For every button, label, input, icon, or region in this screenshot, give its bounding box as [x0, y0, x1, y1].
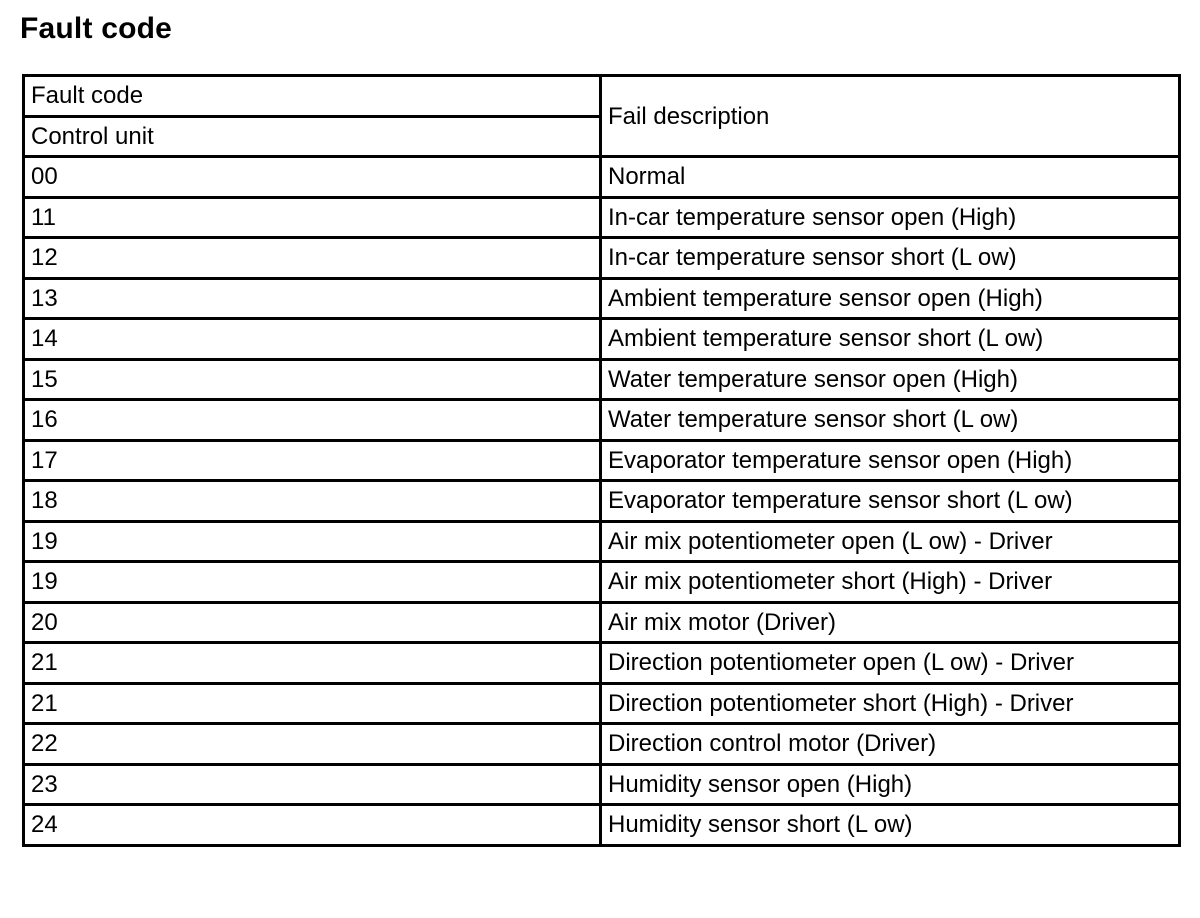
fault-code-cell: 15 [24, 359, 601, 400]
table-row [24, 562, 1180, 603]
table-row [24, 683, 1180, 724]
fail-description-cell: Ambient temperature sensor open (High) [601, 278, 1180, 319]
table-row [24, 238, 1180, 279]
fail-description-cell: Evaporator temperature sensor open (High) [601, 440, 1180, 481]
table-row [24, 319, 1180, 360]
fault-code-cell: 20 [24, 602, 601, 643]
table-row [24, 521, 1180, 562]
fault-code-cell: 11 [24, 197, 601, 238]
page-title: Fault code [20, 12, 173, 45]
fault-code-cell: 16 [24, 400, 601, 441]
header-control-unit: Control unit [24, 116, 601, 157]
fail-description-cell: Humidity sensor short (L ow) [601, 805, 1180, 846]
table-row [24, 278, 1180, 319]
fault-code-cell: 21 [24, 683, 601, 724]
fail-description-cell: Direction potentiometer short (High) - Driver [601, 683, 1180, 724]
table-row [24, 481, 1180, 522]
fault-code-cell: 12 [24, 238, 601, 279]
table-row [24, 440, 1180, 481]
fault-code-cell: 23 [24, 764, 601, 805]
fault-code-cell: 21 [24, 643, 601, 684]
table-row [24, 157, 1180, 198]
fail-description-cell: Normal [601, 157, 1180, 198]
fail-description-cell: In-car temperature sensor open (High) [601, 197, 1180, 238]
fail-description-cell: Air mix potentiometer short (High) - Driver [601, 562, 1180, 603]
fault-code-cell: 18 [24, 481, 601, 522]
fail-description-cell: Evaporator temperature sensor short (L ow) [601, 481, 1180, 522]
table-row [24, 724, 1180, 765]
fail-description-cell: Direction potentiometer open (L ow) - Driver [601, 643, 1180, 684]
fail-description-cell: Ambient temperature sensor short (L ow) [601, 319, 1180, 360]
fail-description-cell: Water temperature sensor short (L ow) [601, 400, 1180, 441]
fail-description-cell: Air mix motor (Driver) [601, 602, 1180, 643]
table-row [24, 197, 1180, 238]
fail-description-cell: Direction control motor (Driver) [601, 724, 1180, 765]
header-fail-description: Fail description [601, 76, 1180, 157]
table-row [24, 764, 1180, 805]
table-row [24, 805, 1180, 846]
table-row [24, 602, 1180, 643]
fault-code-cell: 13 [24, 278, 601, 319]
table-row [24, 359, 1180, 400]
fault-code-cell: 19 [24, 562, 601, 603]
fault-code-cell: 14 [24, 319, 601, 360]
table-row [24, 400, 1180, 441]
fault-code-cell: 00 [24, 157, 601, 198]
fail-description-cell: Water temperature sensor open (High) [601, 359, 1180, 400]
fail-description-cell: Air mix potentiometer open (L ow) - Driver [601, 521, 1180, 562]
fault-code-cell: 17 [24, 440, 601, 481]
fail-description-cell: Humidity sensor open (High) [601, 764, 1180, 805]
fault-code-cell: 22 [24, 724, 601, 765]
header-fault-code: Fault code [24, 76, 601, 117]
fault-code-cell: 24 [24, 805, 601, 846]
fail-description-cell: In-car temperature sensor short (L ow) [601, 238, 1180, 279]
fault-code-table [22, 74, 1181, 847]
table-header-row [24, 76, 1180, 117]
table-row [24, 643, 1180, 684]
fault-code-cell: 19 [24, 521, 601, 562]
